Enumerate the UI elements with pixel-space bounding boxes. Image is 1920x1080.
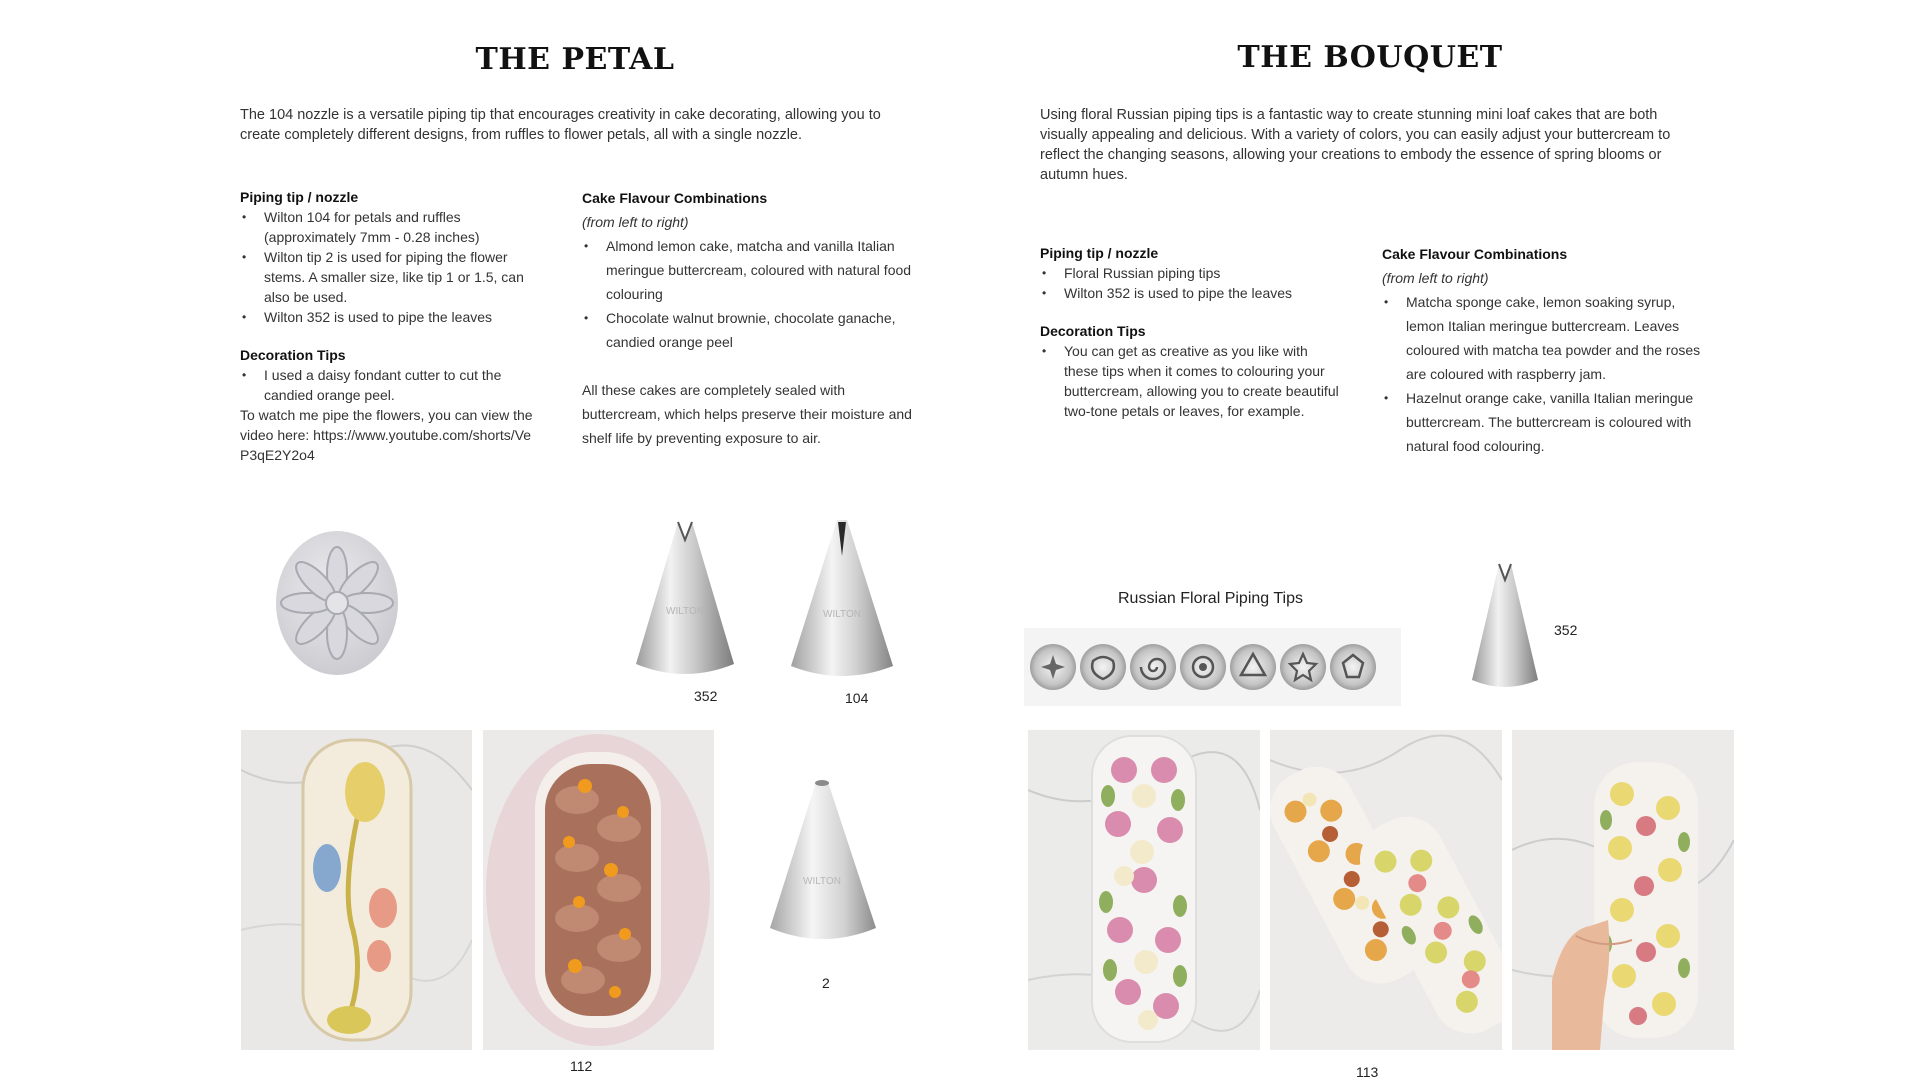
left-intro: The 104 nozzle is a versatile piping tip that encourages creativity in cake decorating, allowing you to create completely different designs, from ruffles to flower petals, all with a single nozzle. bbox=[240, 107, 881, 143]
russian-tips-image bbox=[1024, 628, 1401, 706]
cake-photo-ruffle bbox=[483, 730, 714, 1050]
right-piping-list bbox=[1040, 263, 1345, 303]
right-decoration-list bbox=[1040, 341, 1345, 421]
list-item: • Chocolate walnut brownie, chocolate ganache, candied orange peel bbox=[582, 306, 912, 354]
russian-tip-icon bbox=[1280, 644, 1326, 690]
list-item: • You can get as creative as you like with these tips when it comes to colouring your buttercream, allowing you to create beautiful two-tone petals or leaves, for example. bbox=[1040, 341, 1345, 421]
russian-tips-caption: Russian Floral Piping Tips bbox=[1118, 590, 1303, 607]
right-decoration-heading: Decoration Tips bbox=[1040, 323, 1146, 339]
spacer bbox=[1040, 303, 1345, 321]
list-item: • Wilton tip 2 is used for piping the flower stems. A smaller size, like tip 1 or 1.5, can also be used. bbox=[240, 247, 540, 307]
cake-photo-two-loaves bbox=[1270, 730, 1502, 1050]
right-piping-heading: Piping tip / nozzle bbox=[1040, 245, 1159, 261]
list-item: • Hazelnut orange cake, vanilla Italian meringue buttercream. The buttercream is coloured with natural food colouring. bbox=[1382, 386, 1712, 458]
left-page-number: 112 bbox=[570, 1058, 593, 1074]
nozzle-352-right-image bbox=[1470, 562, 1540, 692]
list-item: • Almond lemon cake, matcha and vanilla Italian meringue buttercream, coloured with natural food colouring bbox=[582, 234, 912, 306]
nozzle-104-label: 104 bbox=[845, 690, 869, 706]
left-page-title: THE PETAL bbox=[475, 42, 675, 77]
piping-tip-icon bbox=[630, 518, 740, 678]
left-decoration-list bbox=[240, 365, 540, 405]
list-item: • Floral Russian piping tips bbox=[1040, 263, 1345, 283]
nozzle-engraving: WILTON bbox=[823, 609, 861, 620]
cake-photo-roses bbox=[1028, 730, 1260, 1050]
left-piping-list bbox=[240, 207, 540, 327]
list-item: • Wilton 352 is used to pipe the leaves bbox=[1040, 283, 1345, 303]
piping-tip-icon bbox=[1470, 562, 1540, 692]
russian-tip-icon bbox=[1080, 644, 1126, 690]
nozzle-104-image bbox=[787, 516, 897, 682]
right-flavours-column bbox=[1382, 242, 1712, 458]
daisy-icon bbox=[272, 528, 402, 678]
left-video-note: To watch me pipe the flowers, you can view the video here: https://www.youtube.com/shorts/VeP3qE2Y2o4 bbox=[240, 407, 533, 463]
russian-tip-icon bbox=[1030, 644, 1076, 690]
left-flavours-heading: Cake Flavour Combinations bbox=[582, 190, 768, 206]
list-item: • I used a daisy fondant cutter to cut the candied orange peel. bbox=[240, 365, 540, 405]
right-page-number: 113 bbox=[1356, 1064, 1379, 1080]
right-flavours-subheading: (from left to right) bbox=[1382, 270, 1489, 286]
piping-tip-icon bbox=[768, 778, 878, 948]
nozzle-352-image bbox=[630, 518, 740, 678]
nozzle-engraving: WILTON bbox=[803, 876, 841, 887]
nozzle-352-right-label: 352 bbox=[1554, 622, 1578, 638]
left-flavours-column bbox=[582, 186, 912, 450]
left-decoration-heading: Decoration Tips bbox=[240, 347, 346, 363]
left-piping-column bbox=[240, 187, 540, 465]
right-flavours-heading: Cake Flavour Combinations bbox=[1382, 246, 1568, 262]
nozzle-2-label: 2 bbox=[822, 975, 830, 991]
cake-photo-hand-held bbox=[1512, 730, 1734, 1050]
right-piping-column bbox=[1040, 243, 1345, 421]
spacer bbox=[240, 327, 540, 345]
list-item: • Wilton 104 for petals and ruffles (approximately 7mm - 0.28 inches) bbox=[240, 207, 540, 247]
nozzle-2-image bbox=[768, 778, 878, 948]
left-sealed-note: All these cakes are completely sealed with buttercream, which helps preserve their moisture and shelf life by preventing exposure to air. bbox=[582, 382, 912, 446]
right-page-title: THE BOUQUET bbox=[1237, 40, 1503, 75]
piping-tip-icon bbox=[787, 516, 897, 682]
list-item: • Matcha sponge cake, lemon soaking syrup, lemon Italian meringue buttercream. Leaves coloured with matcha tea powder and the roses are coloured with raspberry jam. bbox=[1382, 290, 1712, 386]
cake-photo-petal-stem bbox=[241, 730, 472, 1050]
left-flavours-subheading: (from left to right) bbox=[582, 214, 689, 230]
russian-tip-icon bbox=[1180, 644, 1226, 690]
daisy-cutter-image bbox=[272, 528, 402, 678]
list-item: • Wilton 352 is used to pipe the leaves bbox=[240, 307, 540, 327]
left-flavours-list bbox=[582, 234, 912, 354]
nozzle-352-label: 352 bbox=[694, 688, 718, 704]
russian-tip-icon bbox=[1330, 644, 1376, 690]
russian-tip-icon bbox=[1230, 644, 1276, 690]
left-piping-heading: Piping tip / nozzle bbox=[240, 189, 359, 205]
spacer bbox=[582, 354, 912, 378]
right-intro: Using floral Russian piping tips is a fantastic way to create stunning mini loaf cakes that are both visually appealing and delicious. With a variety of colors, you can easily adjust your buttercream to reflect the changing seasons, allowing your creations to embody the essence of spring blooms or autumn hues. bbox=[1040, 107, 1671, 183]
russian-tip-icon bbox=[1130, 644, 1176, 690]
right-flavours-list bbox=[1382, 290, 1712, 458]
nozzle-engraving: WILTON bbox=[666, 606, 704, 617]
